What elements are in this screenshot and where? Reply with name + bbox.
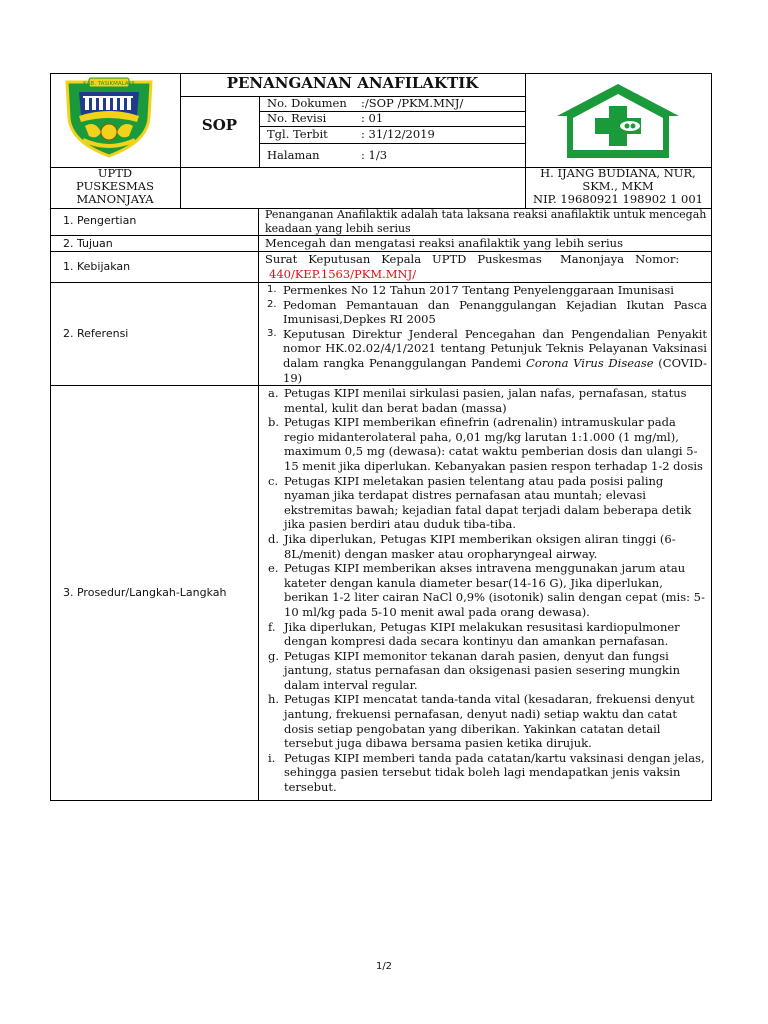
list-item	[263, 283, 707, 298]
field-label: Halaman	[267, 148, 320, 162]
item-text-italic: Corona Virus Disease	[526, 355, 654, 370]
kab-tasikmalaya-logo	[61, 76, 157, 160]
signer-nip: NIP. 19680921 198902 1 001	[533, 192, 703, 206]
list-item	[262, 692, 707, 750]
step-text: Petugas KIPI memberi tanda pada catatan/kartu vaksinasi dengan jelas, sehingga pasien tersebut tidak boleh lagi mendapatkan jenis vaksin tersebut.	[284, 750, 705, 795]
prosedur-steps	[262, 386, 707, 795]
step-letter: d.	[268, 531, 280, 546]
list-item	[262, 561, 707, 619]
label-tujuan: 2. Tujuan	[63, 237, 113, 250]
page-title: PENANGANAN ANAFILAKTIK	[226, 74, 479, 92]
label-prosedur: 3. Prosedur/Langkah-Langkah	[63, 586, 227, 599]
list-item	[262, 620, 707, 649]
label-pengertian: 1. Pengertian	[63, 214, 137, 227]
field-label: Tgl. Terbit	[267, 127, 328, 141]
org-line: PUSKESMAS	[76, 179, 154, 193]
org-line: UPTD	[97, 166, 133, 180]
step-text: Petugas KIPI memberikan akses intravena menggunakan jarum atau kateter dengan kanula diameter besar(14-16 G), Jika diperlukan, berikan 1-2 liter cairan NaCl 0,9% (isotonik) salin dengan cepat (mis: 5-10 ml/kg pada 5-10 menit awal pada orang dewasa).	[284, 561, 705, 619]
referensi-list	[263, 283, 707, 385]
item-text: Permenkes No 12 Tahun 2017 Tentang Penyelenggaraan Imunisasi	[283, 283, 674, 297]
kebijakan-text	[265, 252, 707, 281]
item-text: Pedoman Pemantauan dan Penanggulangan Kejadian Ikutan Pasca Imunisasi,Depkes RI 2005	[283, 297, 707, 327]
logo-caption: KAB. TASIKMALAYA	[83, 81, 135, 87]
step-text: Petugas KIPI mencatat tanda-tanda vital (kesadaran, frekuensi denyut jantung, frekuensi pernafasan, denyut nadi) setiap waktu dan catat dosis setiap pengobatan yang diberikan. Yakinkan catatan detail tersebut juga dibawa bersama pasien ketika dirujuk.	[284, 692, 695, 751]
step-text: Petugas KIPI memonitor tekanan darah pasien, denyut dan fungsi jantung, status pernafasan dan oksigenasi pasien sesering mungkin dalam interval regular.	[284, 648, 680, 692]
list-item	[262, 751, 707, 795]
item-number: 2.	[267, 298, 277, 310]
step-text: Petugas KIPI memberikan efinefrin (adrenalin) intramuskular pada regio midanterolateral paha, 0,01 mg/kg larutan 1:1.000 (1 mg/ml), maximum 0,5 mg (dewasa): catat waktu pemberian dosis dan ulangi 5-15 menit jika diperlukan. Kebanyakan pasien respon terhadap 1-2 dosis	[284, 415, 703, 473]
field-value: :/SOP /PKM.MNJ/	[361, 96, 464, 110]
health-cross-logo	[555, 82, 681, 162]
signer-degree: SKM., MKM	[582, 179, 654, 193]
signer-block	[525, 167, 711, 206]
step-letter: e.	[268, 561, 279, 576]
kebijakan-number: 440/KEP.1563/PKM.MNJ/	[269, 266, 417, 281]
list-item	[262, 474, 707, 532]
list-item	[263, 298, 707, 327]
list-item	[263, 327, 707, 385]
field-label: No. Revisi	[267, 111, 327, 125]
signer-name: H. IJANG BUDIANA, NUR,	[540, 166, 696, 180]
kebijakan-line: Surat Keputusan Kepala UPTD Puskesmas Manonjaya Nomor:	[265, 252, 680, 266]
step-text: Jika diperlukan, Petugas KIPI memberikan oksigen aliran tinggi (6-8L/menit) dengan masker atau oropharyngeal airway.	[284, 531, 676, 561]
org-name	[50, 167, 180, 206]
step-letter: i.	[268, 750, 276, 765]
field-value: : 01	[361, 111, 384, 125]
step-letter: f.	[268, 619, 276, 634]
field-value: : 1/3	[361, 148, 388, 162]
field-label: No. Dokumen	[267, 96, 347, 110]
item-text: (COVID-19)	[283, 355, 707, 385]
list-item	[262, 386, 707, 415]
list-item	[262, 532, 707, 561]
label-kebijakan: 1. Kebijakan	[63, 260, 131, 273]
label-referensi: 2. Referensi	[63, 327, 129, 340]
item-number: 1.	[267, 284, 277, 295]
step-text: Petugas KIPI menilai sirkulasi pasien, jalan nafas, pernafasan, status mental, kulit dan berat badan (massa)	[284, 386, 687, 415]
step-text: Jika diperlukan, Petugas KIPI melakukan resusitasi kardiopulmoner dengan kompresi dada secara kontinyu dan amankan pernafasan.	[284, 619, 680, 649]
step-letter: c.	[268, 473, 279, 488]
step-letter: h.	[268, 692, 280, 707]
field-value: : 31/12/2019	[361, 127, 435, 141]
list-item	[262, 649, 707, 693]
step-letter: g.	[268, 648, 280, 663]
pengertian-text: Penanganan Anafilaktik adalah tata laksana reaksi anafilaktik untuk mencegah keadaan yang lebih serius	[265, 208, 707, 235]
step-letter: b.	[268, 415, 280, 430]
org-line: MANONJAYA	[76, 192, 154, 206]
list-item	[262, 415, 707, 473]
step-letter: a.	[268, 386, 279, 400]
sop-label: SOP	[201, 116, 238, 134]
item-text: Keputusan Direktur Jenderal Pencegahan dan Pengendalian Penyakit nomor HK.02.02/4/1/2021 tentang Petunjuk Teknis Pelayanan Vaksinasi dalam rangka Penanggulangan Pandemi	[283, 326, 707, 370]
step-text: Petugas KIPI meletakan pasien telentang atau pada posisi paling nyaman jika terdapat distres pernafasan atau muntah; elevasi ekstremitas bawah; kejadian fatal dapat terjadi dalam beberapa detik jika pasien berdiri atau duduk tiba-tiba.	[284, 473, 692, 532]
item-number: 3.	[267, 327, 277, 339]
tujuan-text: Mencegah dan mengatasi reaksi anafilaktik yang lebih serius	[265, 236, 623, 250]
page-number: 1/2	[375, 961, 393, 972]
